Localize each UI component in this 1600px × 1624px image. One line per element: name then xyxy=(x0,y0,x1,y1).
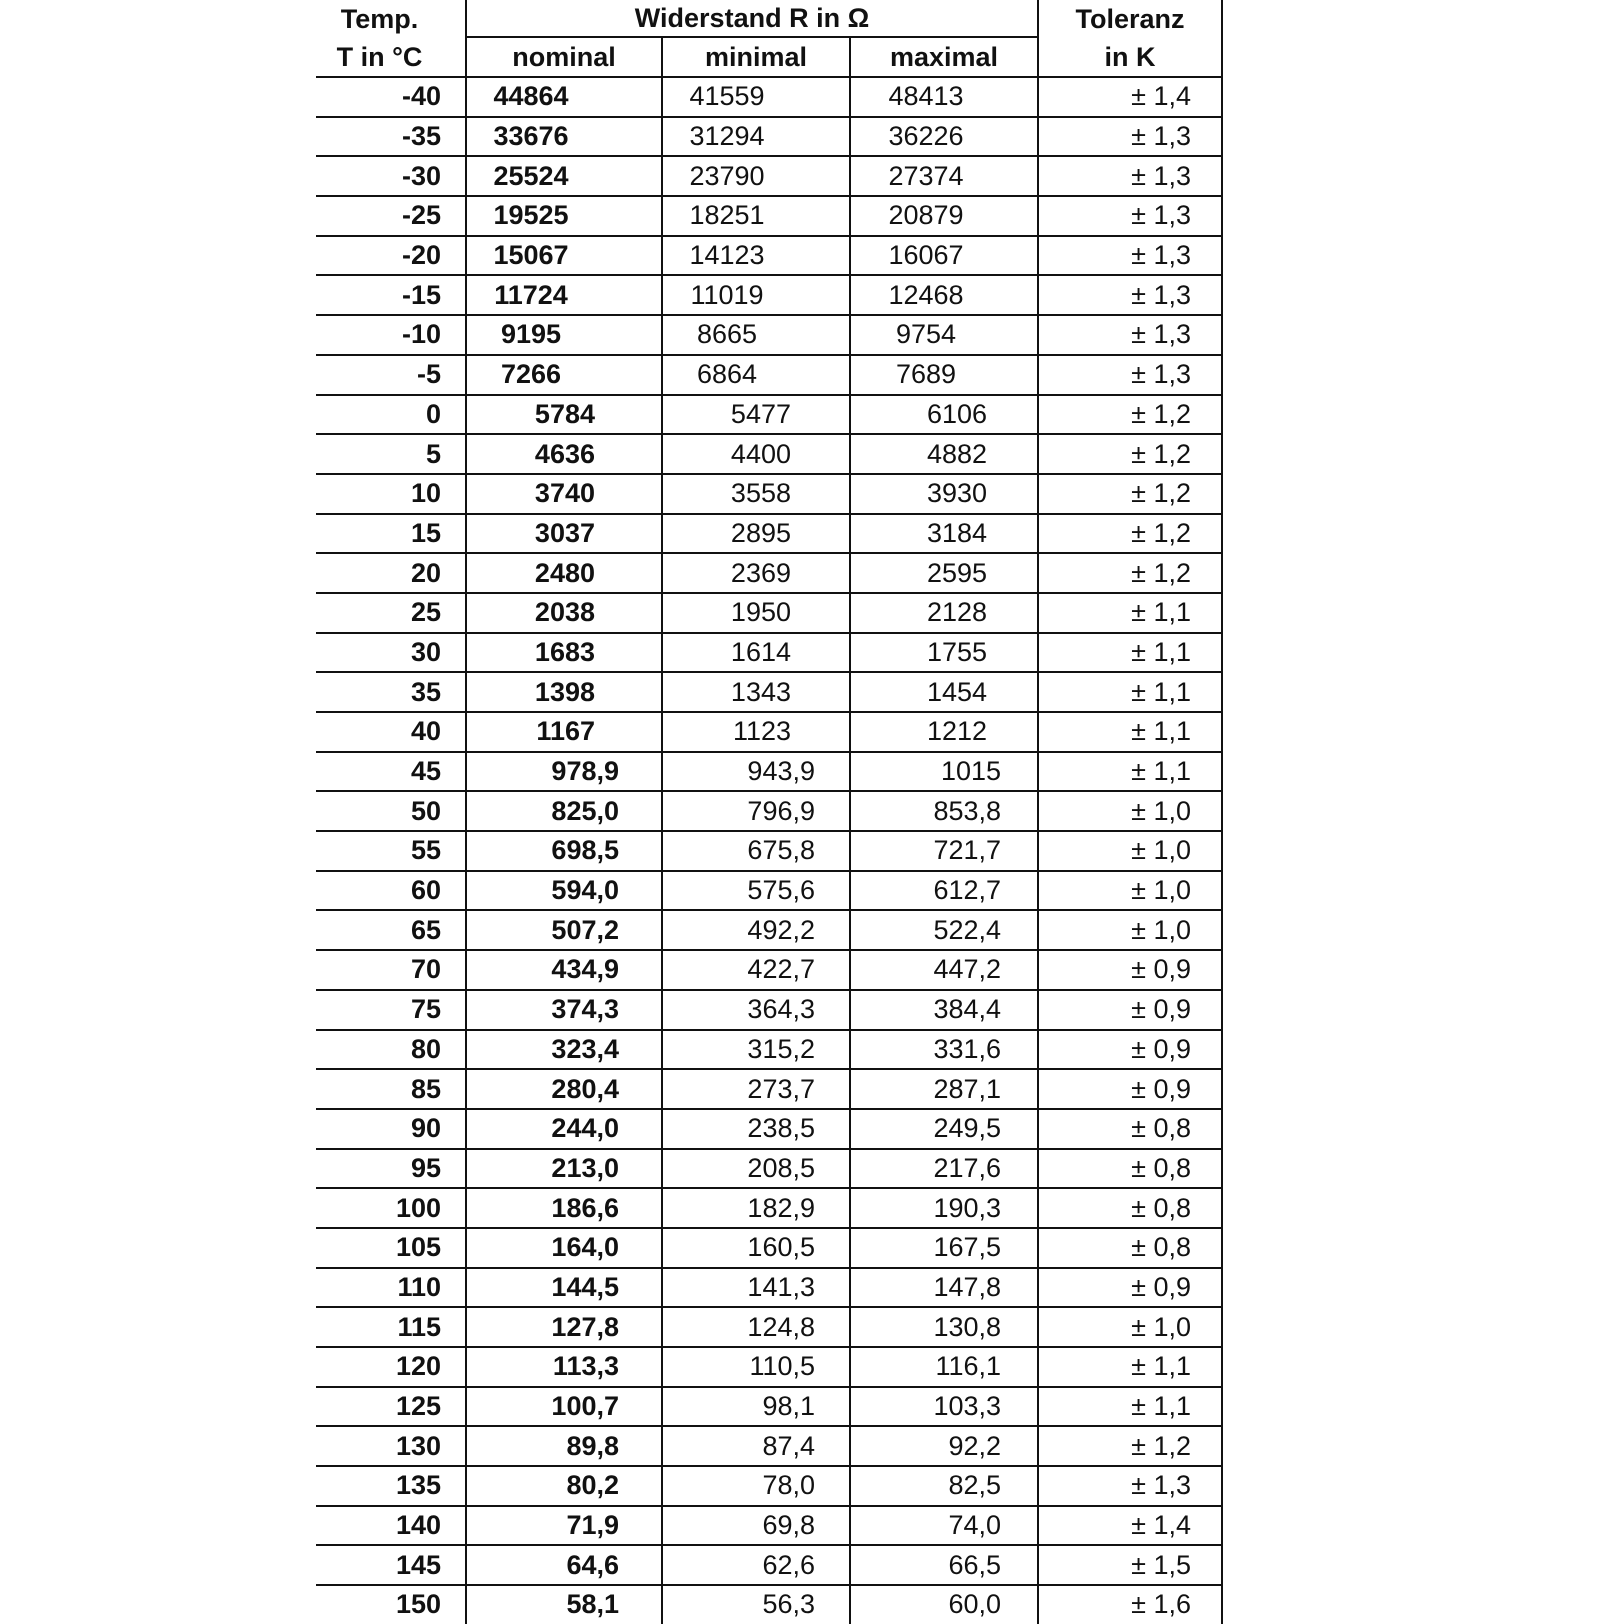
tolerance-cell: ± 0,9 xyxy=(1038,1069,1222,1109)
tolerance-cell: ± 1,0 xyxy=(1038,1307,1222,1347)
table-row xyxy=(316,593,1222,633)
nominal-cell: 594,0 xyxy=(466,871,662,911)
maximal-cell: 853,8 xyxy=(850,791,1038,831)
nominal-header: nominal xyxy=(466,37,662,77)
table-row xyxy=(316,395,1222,435)
temperature-cell: 90 xyxy=(316,1109,466,1149)
temperature-cell: 75 xyxy=(316,990,466,1030)
minimal-cell: 238,5 xyxy=(662,1109,850,1149)
temperature-cell: 140 xyxy=(316,1506,466,1546)
maximal-cell: 2595 xyxy=(850,553,1038,593)
tolerance-cell: ± 1,1 xyxy=(1038,633,1222,673)
table-header xyxy=(316,0,1222,77)
temperature-cell: -5 xyxy=(316,355,466,395)
tolerance-cell: ± 1,3 xyxy=(1038,236,1222,276)
maximal-cell: 190,3 xyxy=(850,1188,1038,1228)
tolerance-cell: ± 0,8 xyxy=(1038,1188,1222,1228)
minimal-cell: 273,7 xyxy=(662,1069,850,1109)
temperature-cell: -10 xyxy=(316,315,466,355)
tolerance-cell: ± 0,9 xyxy=(1038,1030,1222,1070)
tolerance-cell: ± 0,9 xyxy=(1038,1268,1222,1308)
temperature-cell: 5 xyxy=(316,434,466,474)
minimal-cell: 943,9 xyxy=(662,752,850,792)
maximal-cell: 1755 xyxy=(850,633,1038,673)
table-row xyxy=(316,117,1222,157)
maximal-cell: 249,5 xyxy=(850,1109,1038,1149)
table-row xyxy=(316,1149,1222,1189)
maximal-header: maximal xyxy=(850,37,1038,77)
maximal-cell: 3930 xyxy=(850,474,1038,514)
temperature-cell: 20 xyxy=(316,553,466,593)
temperature-cell: 45 xyxy=(316,752,466,792)
minimal-cell: 182,9 xyxy=(662,1188,850,1228)
table-row xyxy=(316,514,1222,554)
maximal-cell: 3184 xyxy=(850,514,1038,554)
resistance-table xyxy=(316,0,1223,1624)
nominal-cell: 825,0 xyxy=(466,791,662,831)
nominal-cell: 213,0 xyxy=(466,1149,662,1189)
temperature-cell: -20 xyxy=(316,236,466,276)
nominal-cell: 2480 xyxy=(466,553,662,593)
nominal-cell: 19525 xyxy=(466,196,662,236)
tolerance-cell: ± 1,2 xyxy=(1038,434,1222,474)
minimal-cell: 56,3 xyxy=(662,1585,850,1624)
temperature-cell: 105 xyxy=(316,1228,466,1268)
header-row-1 xyxy=(316,0,1222,37)
nominal-cell: 244,0 xyxy=(466,1109,662,1149)
nominal-cell: 15067 xyxy=(466,236,662,276)
minimal-cell: 208,5 xyxy=(662,1149,850,1189)
minimal-cell: 14123 xyxy=(662,236,850,276)
nominal-cell: 507,2 xyxy=(466,910,662,950)
tolerance-cell: ± 1,2 xyxy=(1038,395,1222,435)
nominal-cell: 113,3 xyxy=(466,1347,662,1387)
tolerance-header-line2: in K xyxy=(1038,37,1222,77)
nominal-cell: 44864 xyxy=(466,77,662,117)
maximal-cell: 384,4 xyxy=(850,990,1038,1030)
temperature-cell: 120 xyxy=(316,1347,466,1387)
nominal-cell: 100,7 xyxy=(466,1387,662,1427)
tolerance-cell: ± 1,0 xyxy=(1038,831,1222,871)
table-row xyxy=(316,434,1222,474)
nominal-cell: 1167 xyxy=(466,712,662,752)
nominal-cell: 71,9 xyxy=(466,1506,662,1546)
maximal-cell: 1015 xyxy=(850,752,1038,792)
nominal-cell: 374,3 xyxy=(466,990,662,1030)
temperature-cell: 130 xyxy=(316,1426,466,1466)
table-row xyxy=(316,791,1222,831)
tolerance-cell: ± 1,2 xyxy=(1038,514,1222,554)
nominal-cell: 186,6 xyxy=(466,1188,662,1228)
tolerance-cell: ± 1,2 xyxy=(1038,1426,1222,1466)
maximal-cell: 1212 xyxy=(850,712,1038,752)
temperature-cell: 70 xyxy=(316,950,466,990)
nominal-cell: 3037 xyxy=(466,514,662,554)
temperature-cell: 40 xyxy=(316,712,466,752)
temperature-cell: 135 xyxy=(316,1466,466,1506)
tolerance-cell: ± 0,9 xyxy=(1038,950,1222,990)
tolerance-cell: ± 1,1 xyxy=(1038,712,1222,752)
table-body xyxy=(316,77,1222,1624)
nominal-cell: 164,0 xyxy=(466,1228,662,1268)
maximal-cell: 9754 xyxy=(850,315,1038,355)
table-row xyxy=(316,752,1222,792)
nominal-cell: 64,6 xyxy=(466,1545,662,1585)
table-row xyxy=(316,196,1222,236)
tolerance-cell: ± 0,8 xyxy=(1038,1109,1222,1149)
nominal-cell: 2038 xyxy=(466,593,662,633)
table-row xyxy=(316,1585,1222,1624)
table-row xyxy=(316,1347,1222,1387)
minimal-cell: 364,3 xyxy=(662,990,850,1030)
minimal-cell: 87,4 xyxy=(662,1426,850,1466)
temperature-cell: 145 xyxy=(316,1545,466,1585)
maximal-cell: 4882 xyxy=(850,434,1038,474)
table-row xyxy=(316,355,1222,395)
minimal-cell: 160,5 xyxy=(662,1228,850,1268)
maximal-cell: 331,6 xyxy=(850,1030,1038,1070)
temperature-cell: -35 xyxy=(316,117,466,157)
maximal-cell: 116,1 xyxy=(850,1347,1038,1387)
table-row xyxy=(316,553,1222,593)
tolerance-cell: ± 1,3 xyxy=(1038,196,1222,236)
minimal-cell: 315,2 xyxy=(662,1030,850,1070)
table-row xyxy=(316,474,1222,514)
minimal-cell: 6864 xyxy=(662,355,850,395)
temperature-cell: 65 xyxy=(316,910,466,950)
tolerance-cell: ± 1,2 xyxy=(1038,474,1222,514)
nominal-cell: 4636 xyxy=(466,434,662,474)
temperature-cell: 55 xyxy=(316,831,466,871)
maximal-cell: 522,4 xyxy=(850,910,1038,950)
table-row xyxy=(316,77,1222,117)
nominal-cell: 7266 xyxy=(466,355,662,395)
temperature-cell: 15 xyxy=(316,514,466,554)
minimal-cell: 575,6 xyxy=(662,871,850,911)
temp-header-line2: T in °C xyxy=(316,37,466,77)
temperature-cell: 95 xyxy=(316,1149,466,1189)
tolerance-cell: ± 1,6 xyxy=(1038,1585,1222,1624)
table-row xyxy=(316,950,1222,990)
table-row xyxy=(316,1069,1222,1109)
maximal-cell: 6106 xyxy=(850,395,1038,435)
minimal-cell: 1123 xyxy=(662,712,850,752)
maximal-cell: 612,7 xyxy=(850,871,1038,911)
table-row xyxy=(316,315,1222,355)
nominal-cell: 5784 xyxy=(466,395,662,435)
maximal-cell: 48413 xyxy=(850,77,1038,117)
table-row xyxy=(316,831,1222,871)
maximal-cell: 167,5 xyxy=(850,1228,1038,1268)
table-row xyxy=(316,1307,1222,1347)
minimal-cell: 2895 xyxy=(662,514,850,554)
tolerance-cell: ± 1,5 xyxy=(1038,1545,1222,1585)
temperature-cell: -25 xyxy=(316,196,466,236)
tolerance-cell: ± 1,3 xyxy=(1038,355,1222,395)
minimal-cell: 1614 xyxy=(662,633,850,673)
minimal-header: minimal xyxy=(662,37,850,77)
minimal-cell: 1950 xyxy=(662,593,850,633)
minimal-cell: 78,0 xyxy=(662,1466,850,1506)
table-row xyxy=(316,1268,1222,1308)
tolerance-cell: ± 1,0 xyxy=(1038,910,1222,950)
minimal-cell: 4400 xyxy=(662,434,850,474)
tolerance-cell: ± 0,9 xyxy=(1038,990,1222,1030)
nominal-cell: 11724 xyxy=(466,275,662,315)
temperature-cell: -30 xyxy=(316,156,466,196)
minimal-cell: 796,9 xyxy=(662,791,850,831)
maximal-cell: 60,0 xyxy=(850,1585,1038,1624)
table-row xyxy=(316,1387,1222,1427)
table-row xyxy=(316,1030,1222,1070)
tolerance-cell: ± 1,0 xyxy=(1038,791,1222,831)
minimal-cell: 41559 xyxy=(662,77,850,117)
temperature-cell: -40 xyxy=(316,77,466,117)
tolerance-cell: ± 1,1 xyxy=(1038,593,1222,633)
table-row xyxy=(316,1506,1222,1546)
tolerance-cell: ± 1,1 xyxy=(1038,752,1222,792)
tolerance-cell: ± 1,4 xyxy=(1038,1506,1222,1546)
table-row xyxy=(316,1426,1222,1466)
table-row xyxy=(316,871,1222,911)
maximal-cell: 20879 xyxy=(850,196,1038,236)
temperature-cell: 25 xyxy=(316,593,466,633)
temperature-cell: 50 xyxy=(316,791,466,831)
table-row xyxy=(316,275,1222,315)
table-row xyxy=(316,156,1222,196)
maximal-cell: 74,0 xyxy=(850,1506,1038,1546)
temperature-cell: 150 xyxy=(395,1589,441,1620)
nominal-cell: 80,2 xyxy=(466,1466,662,1506)
maximal-cell: 12468 xyxy=(850,275,1038,315)
minimal-cell: 422,7 xyxy=(662,950,850,990)
tolerance-cell: ± 1,1 xyxy=(1038,1347,1222,1387)
nominal-cell: 58,1 xyxy=(466,1585,662,1624)
nominal-cell: 1398 xyxy=(466,672,662,712)
minimal-cell: 8665 xyxy=(662,315,850,355)
nominal-cell: 25524 xyxy=(466,156,662,196)
nominal-cell: 3740 xyxy=(466,474,662,514)
nominal-cell: 9195 xyxy=(466,315,662,355)
tolerance-cell: ± 1,3 xyxy=(1038,275,1222,315)
tolerance-cell: ± 0,8 xyxy=(1038,1149,1222,1189)
maximal-cell: 103,3 xyxy=(850,1387,1038,1427)
nominal-cell: 1683 xyxy=(466,633,662,673)
nominal-cell: 33676 xyxy=(466,117,662,157)
tolerance-cell: ± 0,8 xyxy=(1038,1228,1222,1268)
nominal-cell: 280,4 xyxy=(466,1069,662,1109)
temperature-cell: 85 xyxy=(316,1069,466,1109)
temperature-cell: 10 xyxy=(316,474,466,514)
minimal-cell: 2369 xyxy=(662,553,850,593)
table-row xyxy=(316,1545,1222,1585)
maximal-cell: 16067 xyxy=(850,236,1038,276)
tolerance-cell: ± 1,3 xyxy=(1038,1466,1222,1506)
minimal-cell: 5477 xyxy=(662,395,850,435)
maximal-cell: 66,5 xyxy=(850,1545,1038,1585)
maximal-cell: 147,8 xyxy=(850,1268,1038,1308)
minimal-cell: 18251 xyxy=(662,196,850,236)
temperature-cell: 80 xyxy=(316,1030,466,1070)
maximal-cell: 1454 xyxy=(850,672,1038,712)
nominal-cell: 127,8 xyxy=(466,1307,662,1347)
minimal-cell: 492,2 xyxy=(662,910,850,950)
table-row xyxy=(316,712,1222,752)
tolerance-cell: ± 1,1 xyxy=(1038,1387,1222,1427)
resistance-group-header: Widerstand R in Ω xyxy=(466,0,1038,37)
minimal-cell: 124,8 xyxy=(662,1307,850,1347)
header-row-2 xyxy=(316,37,1222,77)
nominal-cell: 89,8 xyxy=(466,1426,662,1466)
table-row xyxy=(316,1466,1222,1506)
minimal-cell: 98,1 xyxy=(662,1387,850,1427)
nominal-cell: 323,4 xyxy=(466,1030,662,1070)
maximal-cell: 36226 xyxy=(850,117,1038,157)
temperature-cell: 35 xyxy=(316,672,466,712)
temperature-cell: 110 xyxy=(316,1268,466,1308)
table-row xyxy=(316,1228,1222,1268)
table-row xyxy=(316,633,1222,673)
temperature-cell: 115 xyxy=(316,1307,466,1347)
table-row xyxy=(316,1109,1222,1149)
table-row xyxy=(316,1188,1222,1228)
maximal-cell: 82,5 xyxy=(850,1466,1038,1506)
minimal-cell: 23790 xyxy=(662,156,850,196)
minimal-cell: 11019 xyxy=(662,275,850,315)
tolerance-cell: ± 1,3 xyxy=(1038,315,1222,355)
minimal-cell: 1343 xyxy=(662,672,850,712)
maximal-cell: 27374 xyxy=(850,156,1038,196)
minimal-cell: 31294 xyxy=(662,117,850,157)
nominal-cell: 978,9 xyxy=(466,752,662,792)
temperature-cell: 60 xyxy=(316,871,466,911)
maximal-cell: 92,2 xyxy=(850,1426,1038,1466)
minimal-cell: 69,8 xyxy=(662,1506,850,1546)
maximal-cell: 130,8 xyxy=(850,1307,1038,1347)
minimal-cell: 3558 xyxy=(662,474,850,514)
temp-header-line1: Temp. xyxy=(340,3,419,34)
maximal-cell: 7689 xyxy=(850,355,1038,395)
minimal-cell: 675,8 xyxy=(662,831,850,871)
maximal-cell: 287,1 xyxy=(850,1069,1038,1109)
tolerance-cell: ± 1,1 xyxy=(1038,672,1222,712)
minimal-cell: 141,3 xyxy=(662,1268,850,1308)
tolerance-header-line1: Toleranz xyxy=(1038,0,1222,37)
maximal-cell: 447,2 xyxy=(850,950,1038,990)
tolerance-cell: ± 1,2 xyxy=(1038,553,1222,593)
table-row xyxy=(316,910,1222,950)
tolerance-cell: ± 1,3 xyxy=(1038,117,1222,157)
maximal-cell: 2128 xyxy=(850,593,1038,633)
maximal-cell: 721,7 xyxy=(850,831,1038,871)
temperature-cell: 100 xyxy=(316,1188,466,1228)
nominal-cell: 698,5 xyxy=(466,831,662,871)
minimal-cell: 110,5 xyxy=(662,1347,850,1387)
nominal-cell: 144,5 xyxy=(466,1268,662,1308)
temperature-cell: -15 xyxy=(316,275,466,315)
temperature-cell: 30 xyxy=(316,633,466,673)
maximal-cell: 217,6 xyxy=(850,1149,1038,1189)
tolerance-cell: ± 1,4 xyxy=(1038,77,1222,117)
tolerance-cell: ± 1,3 xyxy=(1038,156,1222,196)
table-row xyxy=(316,990,1222,1030)
table-row xyxy=(316,236,1222,276)
temperature-cell: 0 xyxy=(316,395,466,435)
temperature-cell: 125 xyxy=(316,1387,466,1427)
minimal-cell: 62,6 xyxy=(662,1545,850,1585)
tolerance-cell: ± 1,0 xyxy=(1038,871,1222,911)
table-row xyxy=(316,672,1222,712)
nominal-cell: 434,9 xyxy=(466,950,662,990)
